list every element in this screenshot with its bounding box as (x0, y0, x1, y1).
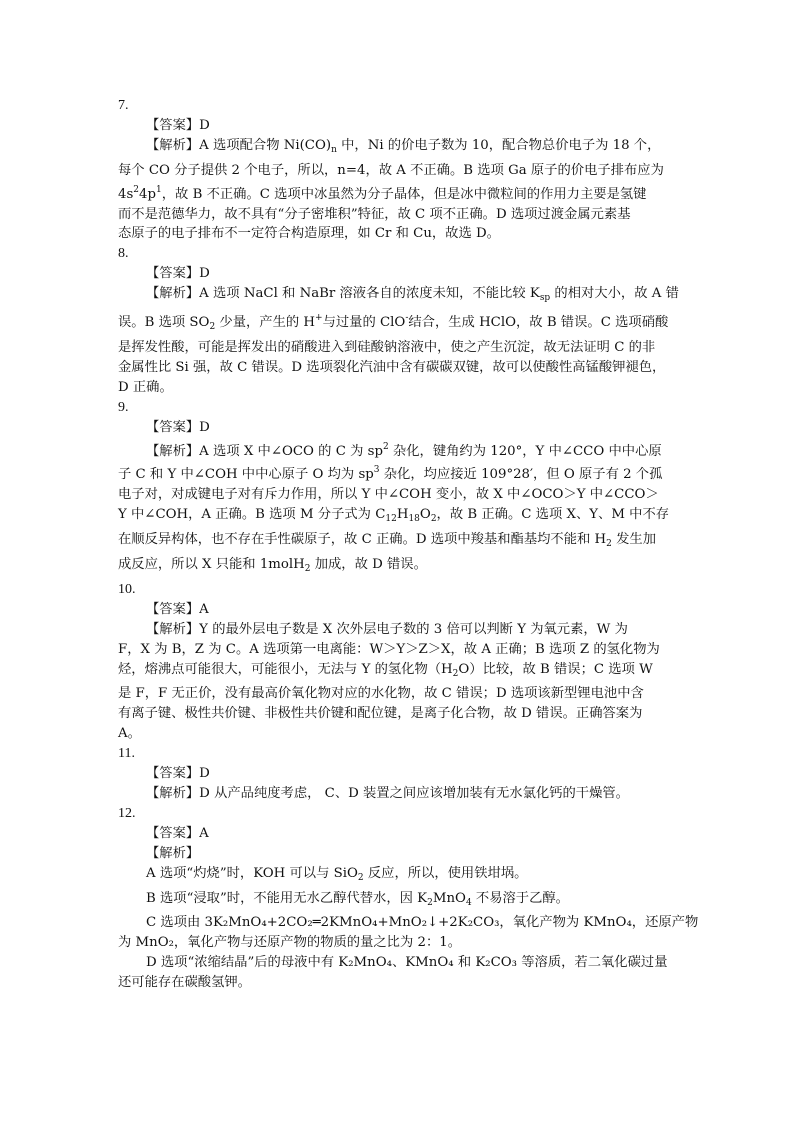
analysis-12-label: 【解析】 (146, 845, 200, 861)
analysis-9-line-4: Y 中∠COH，A 正确。B 选项 M 分子式为 $C_{12}H_{18}O_2$，故 B 正确。C 选项 X、Y、M 中不存 (118, 507, 670, 525)
answer-9: 【答案】D (146, 419, 210, 435)
analysis-9-line-2: 子 C 和 Y 中∠COH 中中心原子 O 均为 $sp^3$ 杂化，均应接近 109°28′，但 O 原子有 2 个孤 (118, 465, 663, 483)
analysis-9-line-5: 在顺反异构体，也不存在手性碳原子，故 C 正确。D 选项中羧基和酯基均不能和 $H_2$ 发生加 (118, 532, 656, 550)
analysis-8-line-1: 【解析】A 选项 NaCl 和 NaBr 溶液各自的浓度未知，不能比较 $K_{sp}$ 的相对大小，故 A 错 (146, 286, 679, 304)
analysis-10-line-1: 【解析】Y 的最外层电子数是 X 次外层电子数的 3 倍可以判断 Y 为氧元素，W 为 (146, 621, 628, 637)
question-number-8: 8. (118, 246, 129, 262)
answer-11: 【答案】D (146, 766, 210, 782)
analysis-12-option-d-line-2: 还可能存在碳酸氢钾。 (118, 975, 251, 991)
answer-12: 【答案】A (146, 825, 209, 841)
analysis-10-line-6: A。 (118, 726, 141, 742)
analysis-10-line-3: 烃，熔沸点可能很大，可能很小，无法与 Y 的氢化物$(H_2O)$比较，故 B 错误；C 选项 W (118, 661, 653, 679)
question-number-9: 9. (118, 399, 129, 415)
analysis-7-line-1: 【解析】A 选项配合物 $Ni(CO)_n$ 中，Ni 的价电子数为 10，配合物总价电子为 18 个， (146, 137, 661, 155)
analysis-7-line-3: $4s^24p^1$，故 B 不正确。C 选项中冰虽然为分子晶体，但是冰中微粒间的作用力主要是氢键 (118, 184, 647, 202)
analysis-7-line-5: 态原子的电子排布不一定符合构造原理，如 Cr 和 Cu，故选 D。 (118, 226, 500, 242)
question-number-12: 12. (118, 805, 136, 821)
question-number-11: 11. (118, 746, 135, 762)
answer-10: 【答案】A (146, 601, 209, 617)
answer-7: 【答案】D (146, 117, 210, 133)
analysis-9-line-1: 【解析】A 选项 X 中∠OCO 的 C 为 $sp^2$ 杂化，键角约为 120°，Y 中∠CCO 中中心原 (146, 441, 662, 459)
analysis-9-line-3: 电子对，对成键电子对有斥力作用，所以 Y 中∠COH 变小，故 X 中∠OCO＞Y 中∠CCO＞ (118, 487, 659, 503)
answer-document (118, 96, 698, 993)
question-number-7: 7. (118, 98, 129, 113)
analysis-8-line-3: 是挥发性酸，可能是挥发出的硝酸进入到硅酸钠溶液中，使之产生沉淀，故无法证明 C 的非 (118, 339, 656, 355)
analysis-12-option-a: A 选项“灼烧”时，KOH 可以与 SiO$_2$ 反应，所以，使用铁坩埚。 (146, 865, 528, 883)
analysis-7-line-2: 每个 CO 分子提供 2 个电子，所以，n=4，故 A 不正确。B 选项 Ga 原子的价电子排布应为 (118, 162, 664, 178)
analysis-8-line-4: 金属性比 Si 强，故 C 错误。D 选项裂化汽油中含有碳碳双键，故可以使酸性高锰酸钾褪色， (118, 359, 666, 375)
analysis-8-line-5: D 正确。 (118, 379, 173, 395)
question-number-10: 10. (118, 581, 136, 597)
analysis-10-line-5: 有离子键、极性共价键、非极性共价键和配位键，是离子化合物，故 D 错误。正确答案为 (118, 706, 643, 722)
analysis-12-option-b: B 选项“浸取”时，不能用无水乙醇代替水，因 $K_2MnO_4$ 不易溶于乙醇。 (146, 890, 569, 908)
analysis-10-line-2: F，X 为 B，Z 为 C。A 选项第一电离能：W＞Y＞Z＞X，故 A 正确；B 选项 Z 的氢化物为 (118, 641, 660, 657)
analysis-12-option-c-line-1: C 选项由 3K₂MnO₄+2CO₂═2KMnO₄+MnO₂↓+2K₂CO₃，氧化产物为 KMnO₄，还原产物 (146, 915, 699, 931)
analysis-12-option-c-line-2: 为 MnO₂，氧化产物与还原产物的物质的量之比为 2：1。 (118, 935, 462, 951)
analysis-7-line-4: 而不是范德华力，故不具有“分子密堆积”特征，故 C 项不正确。D 选项过渡金属元素基 (118, 206, 631, 222)
analysis-10-line-4: 是 F，F 无正价，没有最高价氧化物对应的水化物，故 C 错误；D 选项该新型锂电池中含 (118, 686, 644, 702)
analysis-8-line-2: 误。B 选项 $SO_2$ 少量，产生的 H+与过量的 ClO-结合，生成 HClO，故 B 错误。C 选项硝酸 (118, 313, 669, 333)
analysis-11-line-1: 【解析】D 从产品纯度考虑， C、D 装置之间应该增加装有无水氯化钙的干燥管。 (146, 786, 629, 801)
answer-8: 【答案】D (146, 266, 210, 282)
analysis-9-line-6: 成反应，所以 X 只能和 1molH$_2$ 加成，故 D 错误。 (118, 557, 427, 575)
analysis-12-option-d-line-1: D 选项“浓缩结晶”后的母液中有 K₂MnO₄、KMnO₄ 和 K₂CO₃ 等溶质，若二氧化碳过量 (146, 955, 668, 971)
